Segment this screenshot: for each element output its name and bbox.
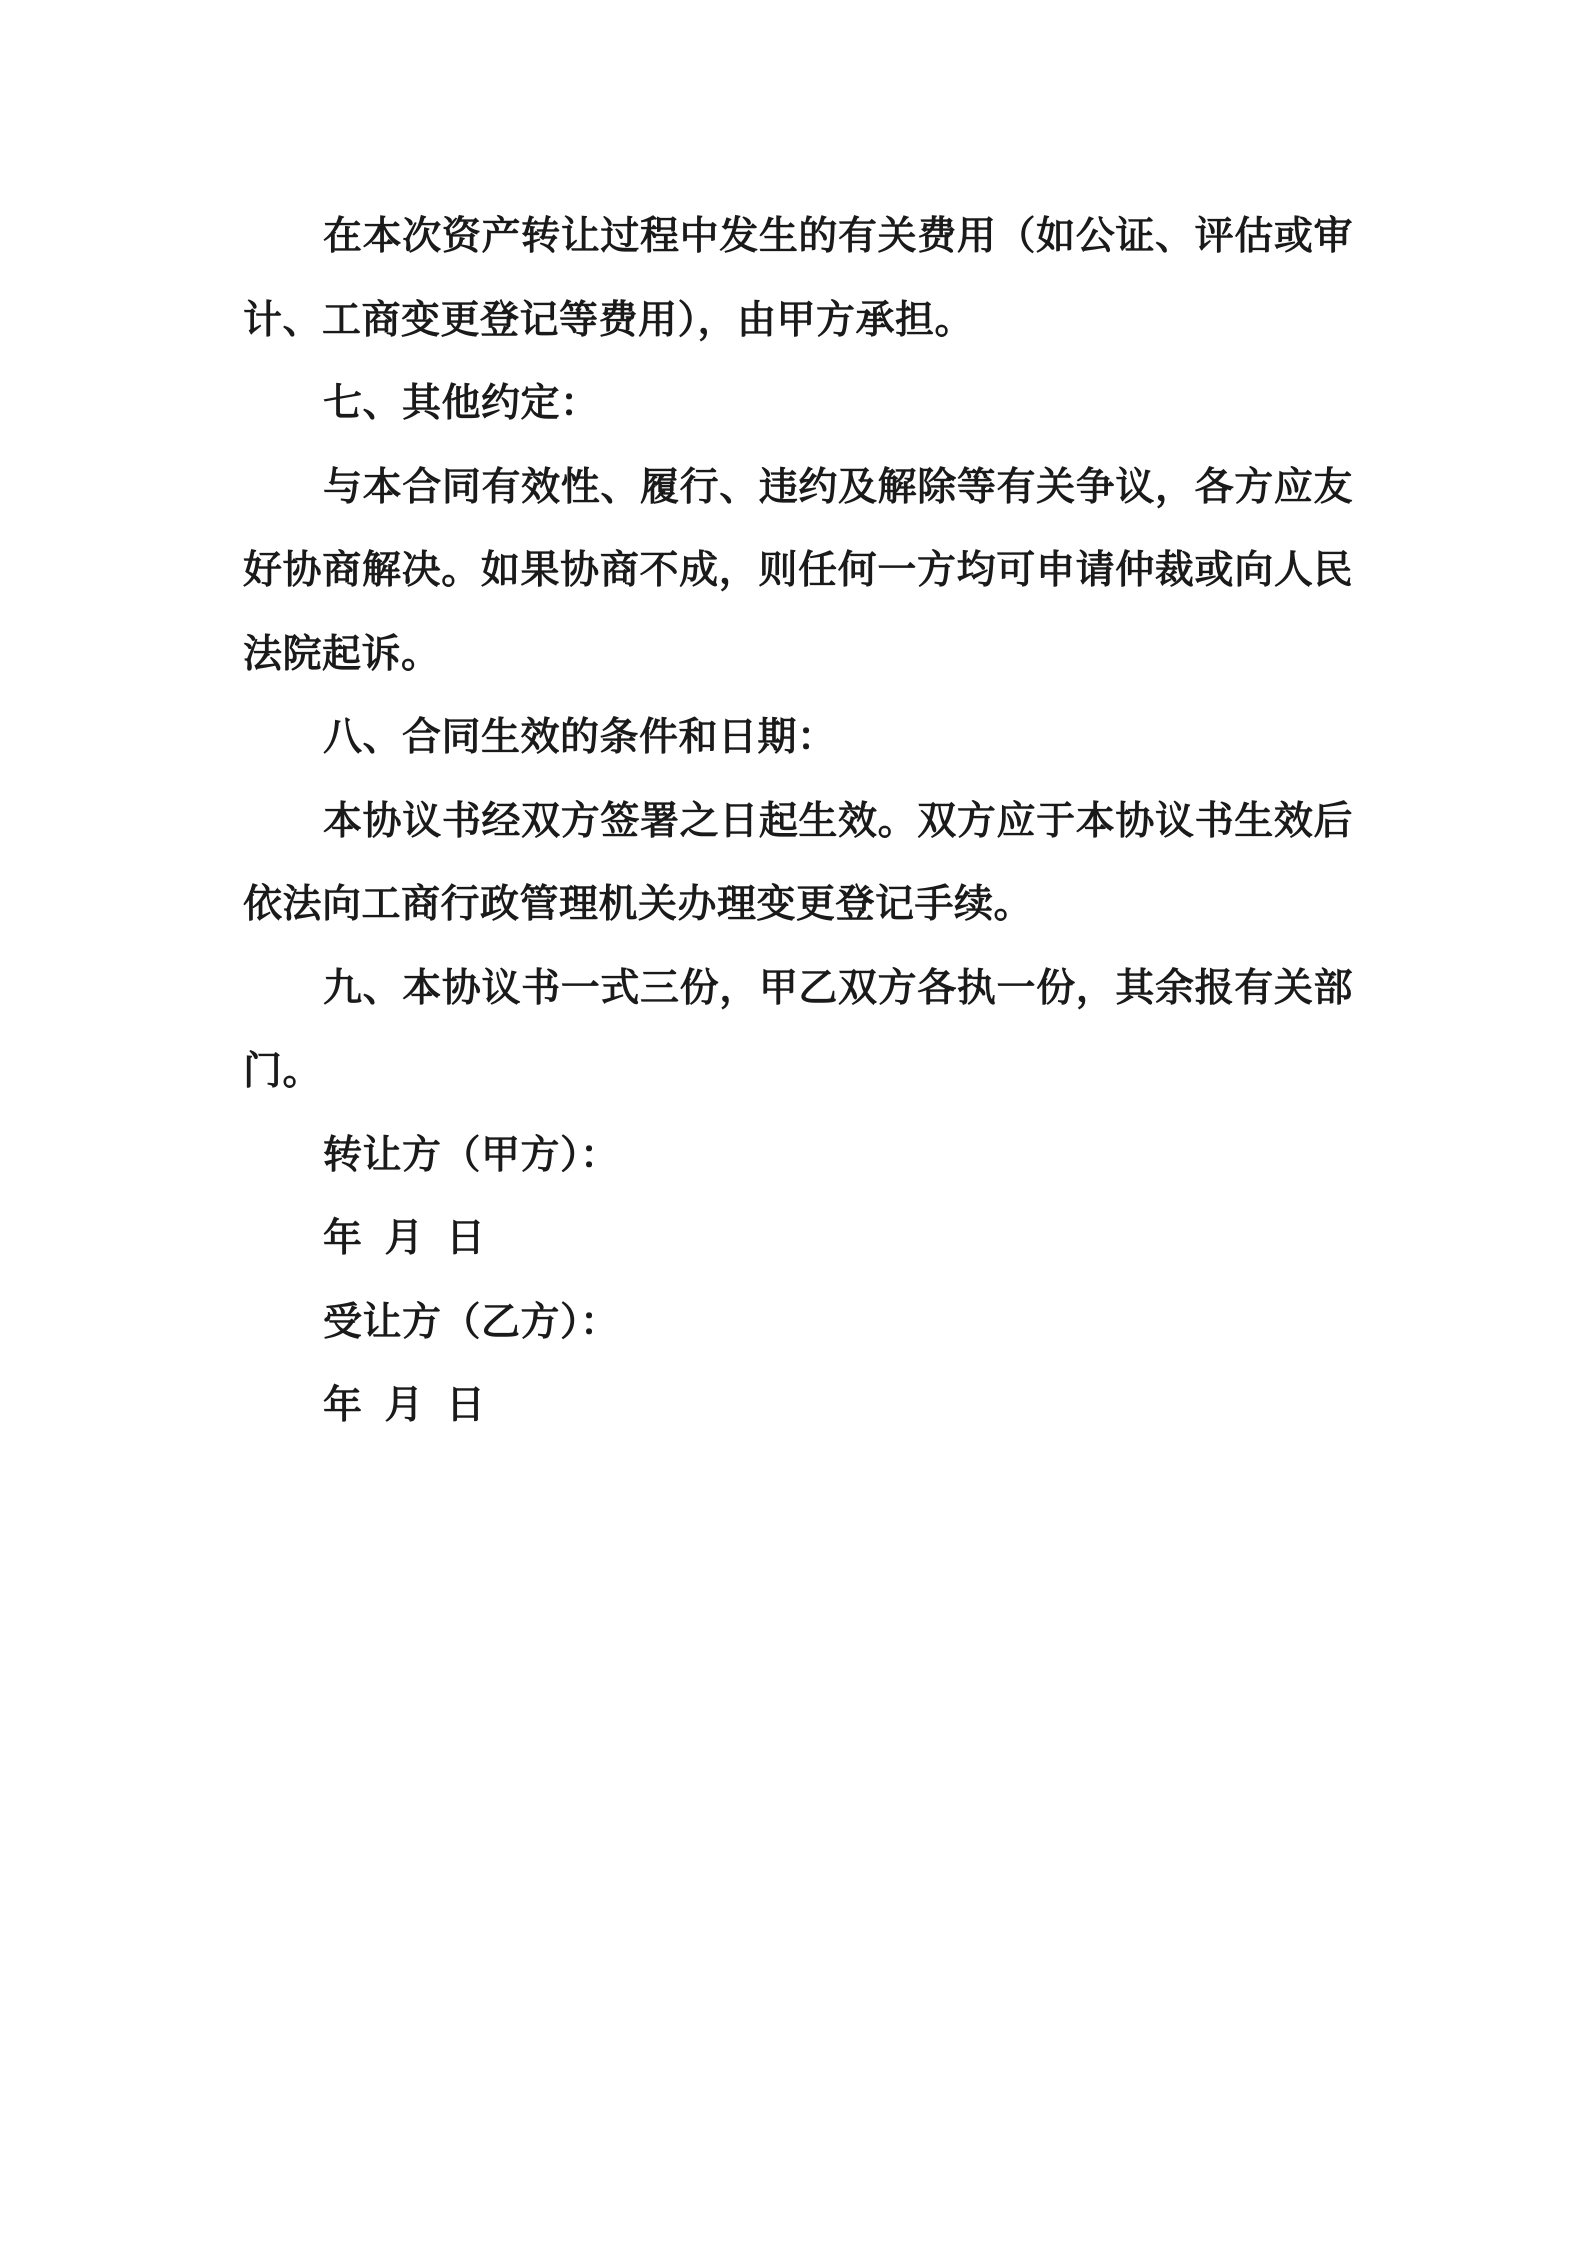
date-year-label: 年 [323,1383,363,1428]
section-heading-effective-conditions: 八、合同生效的条件和日期： [323,715,837,760]
date-month-label: 月 [384,1383,425,1428]
section-heading-other-agreements: 七、其他约定： [323,381,600,426]
date-day-label: 日 [446,1383,486,1428]
transferor-date-line [243,1197,1353,1281]
date-day-label: 日 [446,1216,486,1261]
paragraph-fees: 在本次资产转让过程中发生的有关费用（如公证、评估或审计、工商变更登记等费用），由甲方承担。 [243,214,1353,343]
transferee-signature-label: 受让方（乙方）： [323,1299,620,1345]
paragraph-effectiveness: 本协议书经双方签署之日起生效。双方应于本协议书生效后依法向工商行政管理机关办理变更登记手续。 [243,798,1353,927]
transferee-date-line [243,1364,1353,1448]
date-month-label: 月 [384,1216,425,1261]
paragraph-disputes: 与本合同有效性、履行、违约及解除等有关争议，各方应友好协商解决。如果协商不成，则任何一方均可申请仲裁或向人民法院起诉。 [243,464,1353,677]
document-body [243,195,1353,1448]
paragraph-copies: 九、本协议书一式三份，甲乙双方各执一份，其余报有关部门。 [243,965,1353,1094]
transferor-signature-label: 转让方（甲方）： [323,1132,620,1178]
date-year-label: 年 [323,1216,363,1261]
